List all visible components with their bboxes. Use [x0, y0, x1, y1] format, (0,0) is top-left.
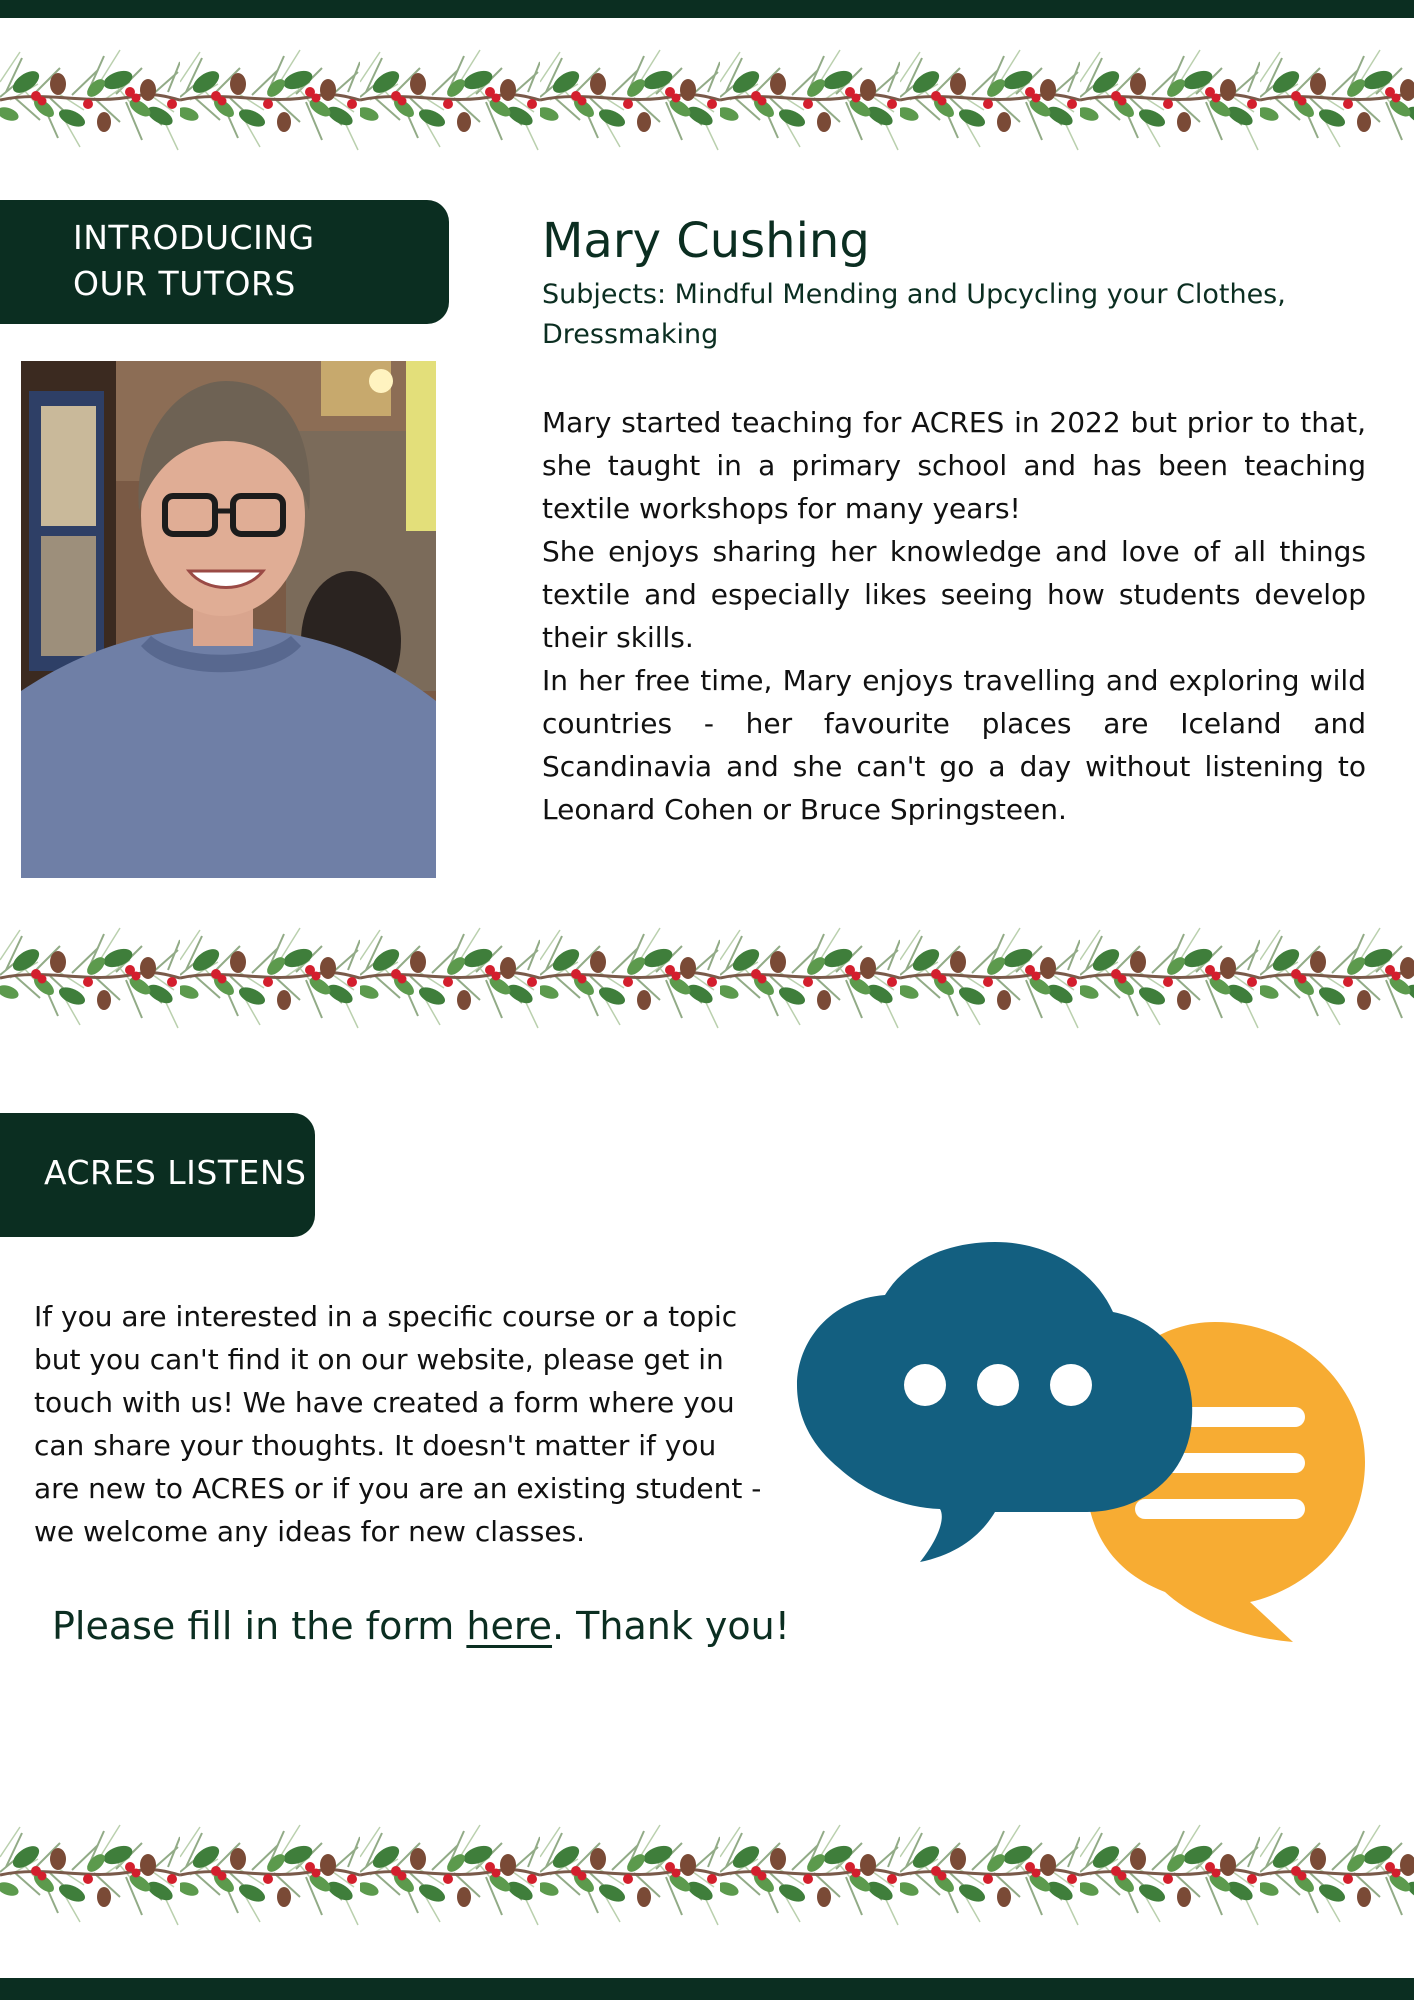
bio-paragraph: She enjoys sharing her knowledge and love of all things textile and especially likes seeing how students develop their skills. [542, 535, 1366, 654]
acres-listens-tab [0, 1113, 315, 1237]
form-call-to-action [52, 1604, 790, 1648]
bottom-bar [0, 1978, 1414, 2000]
intro-tab-line1: INTRODUCING [73, 218, 315, 257]
cta-text-after: . Thank you! [552, 1604, 790, 1648]
garland-decoration-middle [0, 900, 1414, 1052]
tutor-name: Mary Cushing [542, 213, 870, 269]
garland-decoration-bottom [0, 1797, 1414, 1952]
introducing-tutors-tab [0, 200, 449, 324]
tutor-bio [542, 401, 1366, 831]
acres-listens-label: ACRES LISTENS [44, 1153, 307, 1192]
cta-text-before: Please fill in the form [52, 1604, 467, 1648]
top-bar [0, 0, 1414, 18]
tutor-photo [21, 361, 436, 878]
speech-bubbles-icon [795, 1237, 1370, 1642]
bio-paragraph: Mary started teaching for ACRES in 2022 but prior to that, she taught in a primary school and has been teaching textile workshops for many years! [542, 406, 1366, 525]
form-link[interactable]: here [466, 1604, 553, 1648]
tutor-subjects: Subjects: Mindful Mending and Upcycling your Clothes, Dressmaking [542, 279, 1286, 350]
garland-decoration-top [0, 22, 1414, 172]
acres-listens-body: If you are interested in a specific course or a topic but you can't find it on our website, please get in touch with us! We have created a form where you can share your thoughts. It doesn't matter if you are new to ACRES or if you are an existing student - we welcome any ideas for new classes. [34, 1300, 762, 1548]
bio-paragraph: In her free time, Mary enjoys travelling and exploring wild countries - her favourite places are Iceland and Scandinavia and she can't go a day without listening to Leonard Cohen or Bruce Springsteen. [542, 664, 1366, 826]
intro-tab-line2: OUR TUTORS [73, 264, 296, 303]
